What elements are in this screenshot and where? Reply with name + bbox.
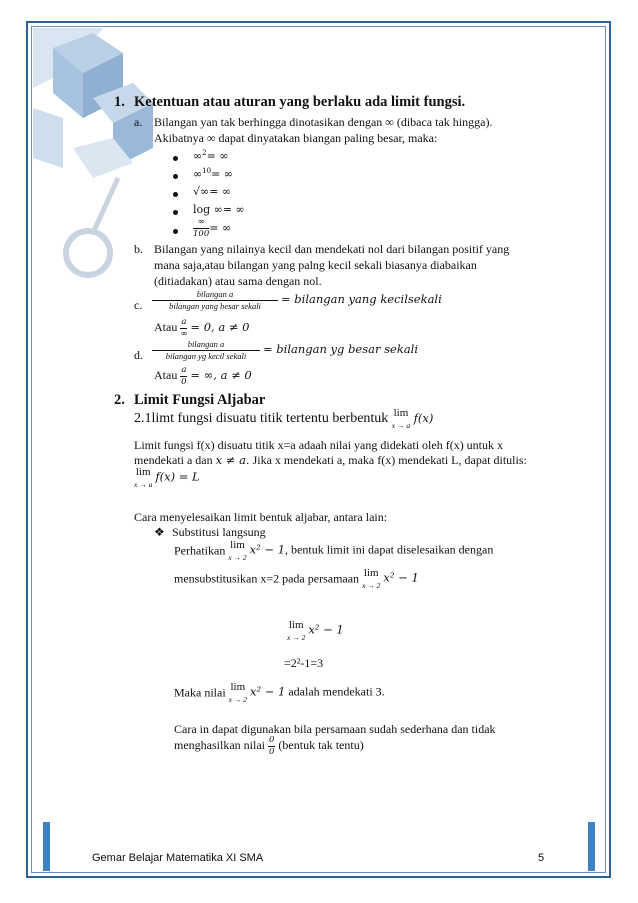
item-d-formula: $\frac{\text{bilangan a}}{\text{bilangan yg kecil sekali}}$ = bilangan yg besar sekali	[152, 340, 418, 361]
item-c-atau: Atau $\frac{a}{\infty}$ = 0, a ≠ 0	[154, 317, 250, 339]
item-b-line3: (ditiadakan) atau sama dengan nol.	[154, 274, 322, 288]
item-d-atau: Atau $\frac{a}{0}$ = ∞, a ≠ 0	[154, 365, 252, 387]
item-b-label: b.	[134, 242, 143, 256]
rule-5: $\frac{\infty}{100}$ = ∞	[193, 217, 232, 239]
calc-result: =2²-1=3	[284, 656, 324, 670]
subsection-title: 2.1limt fungsi disuatu titik tertentu berbentuk lim x → a f(x)	[134, 407, 434, 430]
note-line2: menghasilkan nilai $\frac{0}{0}$ (bentuk tak tentu)	[174, 735, 364, 757]
note-line1: Cara in dapat digunakan bila persamaan sudah sederhana dan tidak	[174, 722, 496, 736]
item-b-line2: mana saja,atau bilangan yang palng kecil sekali biasanya diabaikan	[154, 258, 477, 272]
method-1: Substitusi langsung	[172, 525, 266, 539]
bullet-icon	[173, 229, 178, 234]
item-d-label: d.	[134, 348, 143, 362]
footer-page-number: 5	[538, 852, 545, 864]
rule-4: log ∞= ∞	[193, 203, 245, 216]
section-1-title: Ketentuan atau aturan yang berlaku ada limit fungsi.	[134, 94, 466, 110]
conclusion-line: Maka nilai lim x → 2 x² − 1 adalah mendekati 3.	[174, 681, 385, 704]
calc-limit: lim x → 2 x² − 1	[287, 619, 344, 642]
definition-line1: Limit fungsi f(x) disuatu titik x=a adaah nilai yang didekati oleh f(x) untuk x	[134, 438, 504, 452]
item-c-label: c.	[134, 298, 143, 312]
section-1-number: 1.	[114, 94, 125, 110]
item-a-line1: Bilangan yan tak berhingga dinotasikan dengan ∞ (dibaca tak hingga).	[154, 115, 493, 129]
item-b-line1: Bilangan yang nilainya kecil dan mendekati nol dari bilangan positif yang	[154, 242, 510, 256]
section-2-title: Limit Fungsi Aljabar	[134, 392, 266, 408]
methods-intro: Cara menyelesaikan limit bentuk aljabar, antara lain:	[134, 510, 388, 524]
section-2-number: 2.	[114, 392, 125, 408]
bullet-icon	[173, 192, 178, 197]
diamond-bullet-icon: ❖	[154, 525, 165, 539]
item-a-label: a.	[134, 115, 143, 129]
item-c-formula: $\frac{\text{bilangan a}}{\text{bilangan yang besar sekali}}$ = bilangan yang kecilsekali	[152, 290, 442, 311]
example-line2: mensubstitusikan x=2 pada persamaan lim x → 2 x² − 1	[174, 567, 419, 590]
definition-line2: mendekati a dan x ≠ a. Jika x mendekati a, maka f(x) mendekati L, dapat ditulis:	[134, 453, 527, 467]
bullet-icon	[173, 156, 178, 161]
footer-book-title: Gemar Belajar Matematika XI SMA	[92, 852, 264, 864]
bullet-icon	[173, 174, 178, 179]
rule-2: ∞$^{10}$= ∞	[193, 167, 233, 181]
example-line1: Perhatikan lim x → 2 x² − 1, bentuk limit ini dapat diselesaikan dengan	[174, 539, 494, 562]
definition-formula: lim x → a f(x) = L	[134, 466, 200, 489]
rule-1: ∞$^2$= ∞	[193, 149, 229, 163]
rule-3: √∞= ∞	[193, 185, 232, 198]
bullet-icon	[173, 210, 178, 215]
item-a-line2: Akibatnya ∞ dapat dinyatakan biangan paling besar, maka:	[154, 131, 438, 145]
